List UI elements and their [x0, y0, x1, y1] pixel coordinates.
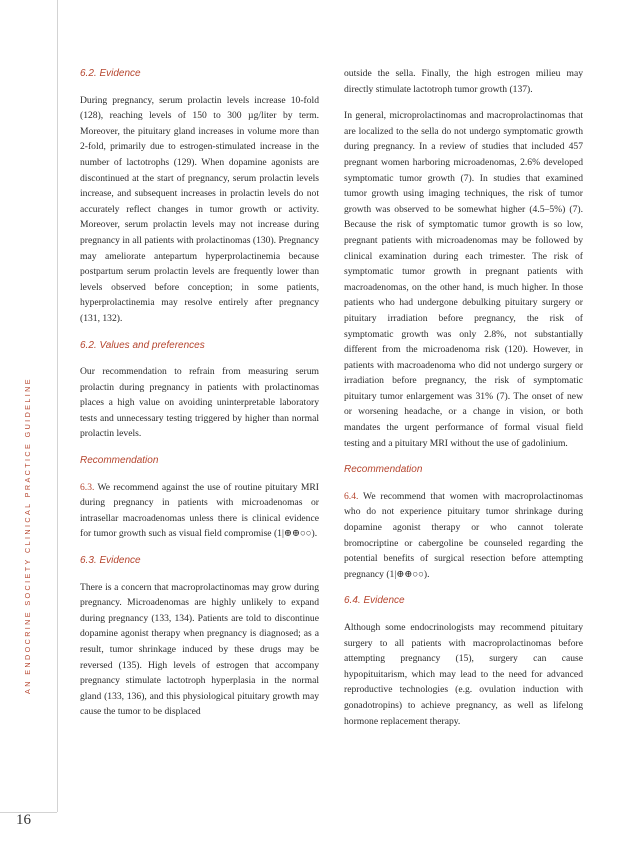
body-paragraph: Although some endocrinologists may recommend pituitary surgery to all patients with macroprolactinomas before attempting pregnancy (15), surgery can cause hypopituitarism, which may lead to the need for advanced reproductive technologies (e.g. ovulation induction with gonadotropins) to achieve pregnancy, as well as lifelong hormone replacement therapy.	[344, 622, 583, 727]
section-heading: 6.3. Evidence	[80, 555, 141, 567]
frame-vertical-rule	[57, 0, 58, 812]
recommendation-number: 6.4.	[344, 490, 359, 502]
page-number: 16	[16, 812, 31, 828]
recommendation-paragraph	[344, 489, 583, 583]
body-paragraph: In general, microprolactinomas and macroprolactinomas that are localized to the sella do not undergo symptomatic growth during pregnancy. In a review of studies that included 457 pregnant women harboring microadenomas, 2.6% developed symptomatic tumor growth (7). In studies that examined tumor growth using imaging techniques, the risk of tumor growth was observed to be somewhat higher (4.5–5%) (7). Because the risk of symptomatic tumor growth is so low, pregnant patients with microadenomas may be followed by clinical examination during each trimester. The risk of symptomatic tumor growth in pregnant patients with macroadenomas, on the other hand, is much higher. In those patients who had undergone debulking pituitary surgery or pituitary irradiation before pregnancy, the risk of symptomatic growth was only 2.8%, not substantially different from the microadenoma risk (120). However, in patients with macroadenoma who did not undergo surgery or irradiation before pregnancy, the risk of symptomatic pituitary tumor enlargement was 31% (7). The onset of new or worsening headache, or a change in vision, or both mandates the urgent performance of formal visual field testing and a pituitary MRI without the use of gadolinium.	[344, 110, 583, 449]
section-heading: 6.2. Values and preferences	[80, 339, 205, 351]
left-column	[80, 66, 319, 731]
section-heading: 6.2. Evidence	[80, 68, 141, 79]
recommendation-paragraph	[80, 480, 319, 542]
section-heading: Recommendation	[344, 464, 423, 476]
sidebar-label-text: AN ENDOCRINE SOCIETY CLINICAL PRACTICE GUIDELINE	[22, 377, 32, 694]
body-paragraph: There is a concern that macroprolactinomas may grow during pregnancy. Microadenomas are highly unlikely to expand during pregnancy (133, 134). Patients are told to discontinue dopamine agonist therapy when pregnancy is diagnosed; as a result, tumor shrinkage induced by these drugs may be reversed (135). High levels of estrogen that accompany pregnancy stimulate lactotroph hyperplasia in the normal gland (133, 136), and this physiological pituitary growth may cause the tumor to be displaced	[80, 581, 319, 718]
section-heading: Recommendation	[80, 455, 159, 467]
section-heading: 6.4. Evidence	[344, 595, 405, 607]
body-paragraph: outside the sella. Finally, the high estrogen milieu may directly stimulate lactotroph tumor growth (137).	[344, 68, 583, 95]
recommendation-text: We recommend that women with macroprolactinomas who do not experience pituitary tumor shrinkage during dopamine agonist therapy or who cannot tolerate bromocriptine or cabergoline be counseled regarding the potential benefits of surgical resection before attempting pregnancy (1|⊕⊕○○).	[344, 490, 583, 580]
recommendation-number: 6.3.	[80, 481, 95, 493]
body-paragraph: During pregnancy, serum prolactin levels increase 10-fold (128), reaching levels of 150 to 300 µg/liter by term. Moreover, the pituitary gland increases in volume more than 2-fold, primarily due to estrogen-stimulated increase in the number of lactotrophs (129). When dopamine agonists are discontinued at the start of pregnancy, serum prolactin levels increase, and subsequent increases in prolactin levels do not accurately reflect changes in tumor growth or activity. Moreover, serum prolactin levels may not increase during pregnancy in all patients with prolactinomas (130). Pregnancy may ameliorate antepartum hyperprolactinemia because postpartum serum prolactin levels are frequently lower than levels observed before conception; in some patients, hyperprolactinemia may resolve entirely after pregnancy (131, 132).	[80, 94, 319, 324]
body-paragraph: Our recommendation to refrain from measuring serum prolactin during pregnancy in patients with prolactinomas places a high value on avoiding uninterpretable laboratory tests and unnecessary testing triggered by higher than normal prolactin levels.	[80, 366, 319, 440]
right-column	[344, 66, 583, 740]
recommendation-text: We recommend against the use of routine pituitary MRI during pregnancy in patients with microadenomas or intrasellar macroadenomas unless there is clinical evidence for tumor growth such as visual field compromise (1|⊕⊕○○).	[80, 481, 319, 540]
sidebar-guideline-label	[20, 250, 34, 770]
